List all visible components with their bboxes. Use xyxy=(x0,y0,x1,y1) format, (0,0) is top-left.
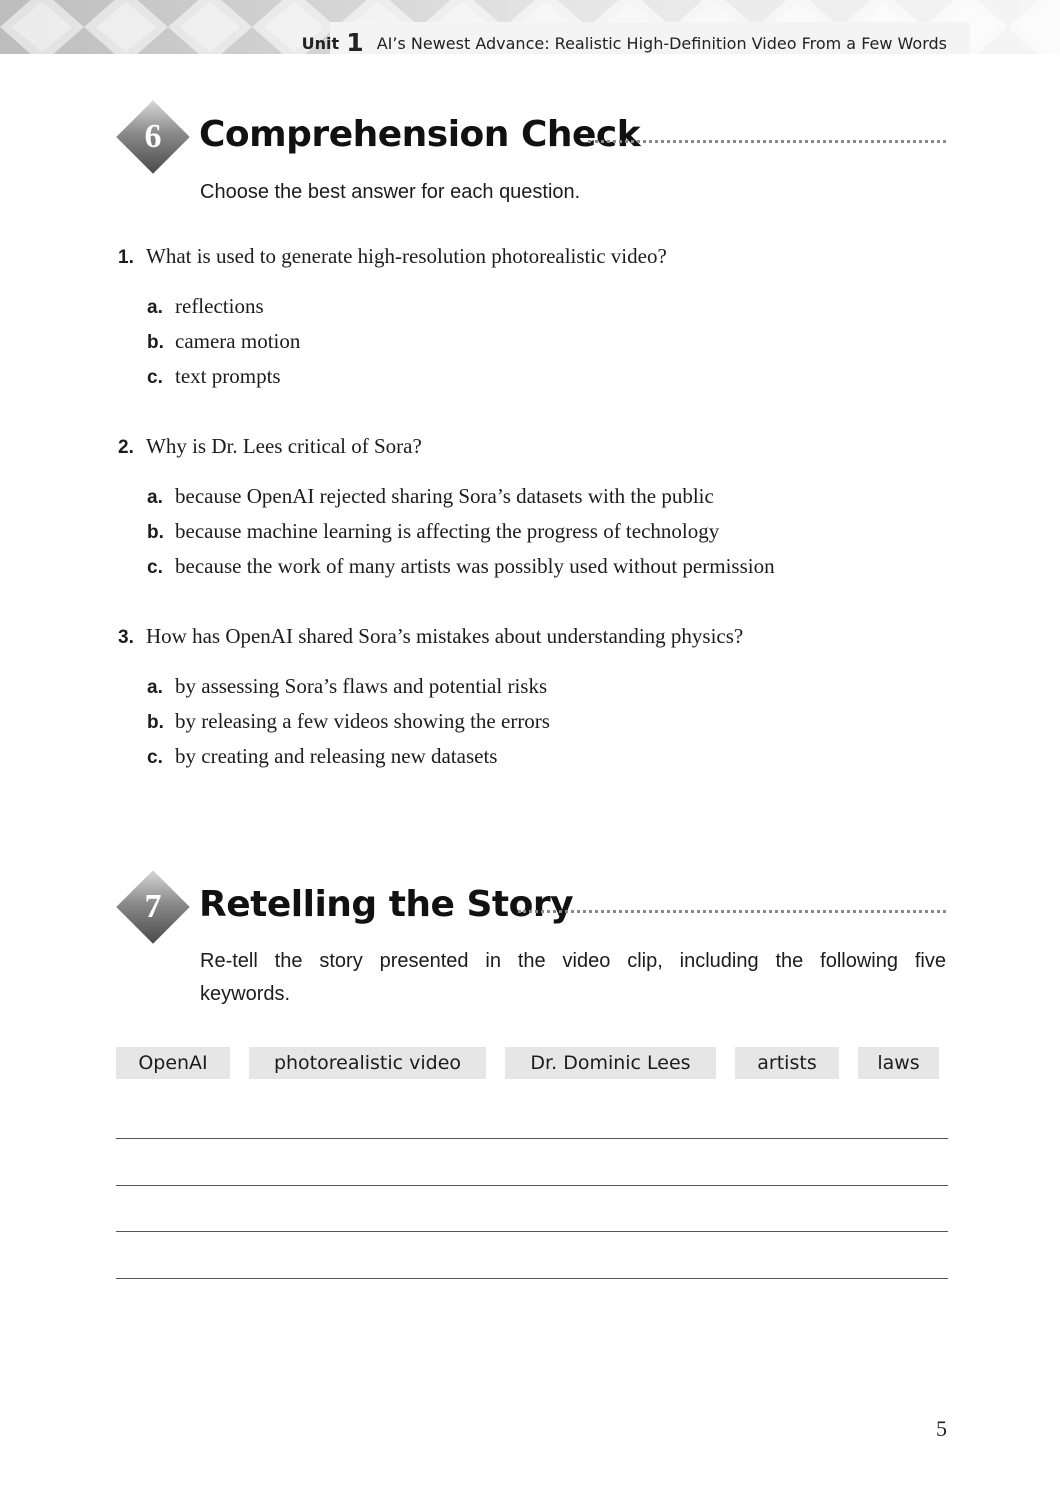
writing-line[interactable] xyxy=(116,1278,948,1279)
question-2-option-b xyxy=(147,519,947,544)
section-6-instruction: Choose the best answer for each question. xyxy=(200,181,581,203)
question-1-text: What is used to generate high-resolution photorealistic video? xyxy=(146,244,667,268)
question-2-text: Why is Dr. Lees critical of Sora? xyxy=(146,434,422,458)
option-letter: c. xyxy=(147,367,163,388)
section-7-instruction: Re-tell the story presented in the video clip, including the following five keywords. xyxy=(200,950,946,1005)
option-letter: a. xyxy=(147,487,163,508)
question-1 xyxy=(118,244,948,269)
question-2-option-c xyxy=(147,554,947,579)
question-3-number: 3. xyxy=(118,627,134,648)
keyword-box: laws xyxy=(858,1047,939,1079)
question-3-option-c xyxy=(147,744,947,769)
keyword-box: Dr. Dominic Lees xyxy=(505,1047,716,1079)
writing-line[interactable] xyxy=(116,1138,948,1139)
writing-line[interactable] xyxy=(116,1231,948,1232)
option-letter: c. xyxy=(147,747,163,768)
keyword-box: OpenAI xyxy=(116,1047,230,1079)
section-7-dotted-rule xyxy=(518,910,946,913)
option-text: because OpenAI rejected sharing Sora’s datasets with the public xyxy=(175,484,714,508)
option-letter: b. xyxy=(147,522,164,543)
option-letter: a. xyxy=(147,297,163,318)
keyword-box: photorealistic video xyxy=(249,1047,486,1079)
unit-label: Unit xyxy=(301,34,340,53)
unit-number: 1 xyxy=(346,28,364,57)
section-7-title: Retelling the Story xyxy=(199,884,574,925)
option-letter: b. xyxy=(147,712,164,733)
section-6-heading xyxy=(116,100,946,174)
option-text: because machine learning is affecting the progress of technology xyxy=(175,519,720,543)
section-7-heading xyxy=(116,870,946,944)
question-3-option-b xyxy=(147,709,947,734)
option-letter: b. xyxy=(147,332,164,353)
question-1-option-b xyxy=(147,329,947,354)
question-1-option-a xyxy=(147,294,947,319)
section-7-number: 7 xyxy=(144,888,162,925)
section-6-dotted-rule xyxy=(588,140,946,143)
writing-line[interactable] xyxy=(116,1185,948,1186)
option-text: by assessing Sora’s flaws and potential risks xyxy=(175,674,548,698)
option-text: by creating and releasing new datasets xyxy=(175,744,498,768)
question-1-option-c xyxy=(147,364,947,389)
question-3-option-a xyxy=(147,674,947,699)
option-text: reflections xyxy=(175,294,264,318)
question-3 xyxy=(118,624,948,649)
question-1-number: 1. xyxy=(118,247,134,268)
option-text: text prompts xyxy=(175,364,281,388)
unit-title: AI’s Newest Advance: Realistic High-Definition Video From a Few Words xyxy=(376,34,947,53)
option-letter: c. xyxy=(147,557,163,578)
option-text: camera motion xyxy=(175,329,301,353)
section-6-number: 6 xyxy=(144,118,162,155)
option-text: by releasing a few videos showing the errors xyxy=(175,709,550,733)
question-2-option-a xyxy=(147,484,947,509)
running-header xyxy=(302,28,947,57)
question-2 xyxy=(118,434,948,459)
question-3-text: How has OpenAI shared Sora’s mistakes about understanding physics? xyxy=(146,624,744,648)
question-2-number: 2. xyxy=(118,437,134,458)
keyword-box: artists xyxy=(735,1047,839,1079)
page-number: 5 xyxy=(936,1416,947,1441)
option-text: because the work of many artists was possibly used without permission xyxy=(175,554,775,578)
option-letter: a. xyxy=(147,677,163,698)
section-6-title: Comprehension Check xyxy=(199,114,641,155)
